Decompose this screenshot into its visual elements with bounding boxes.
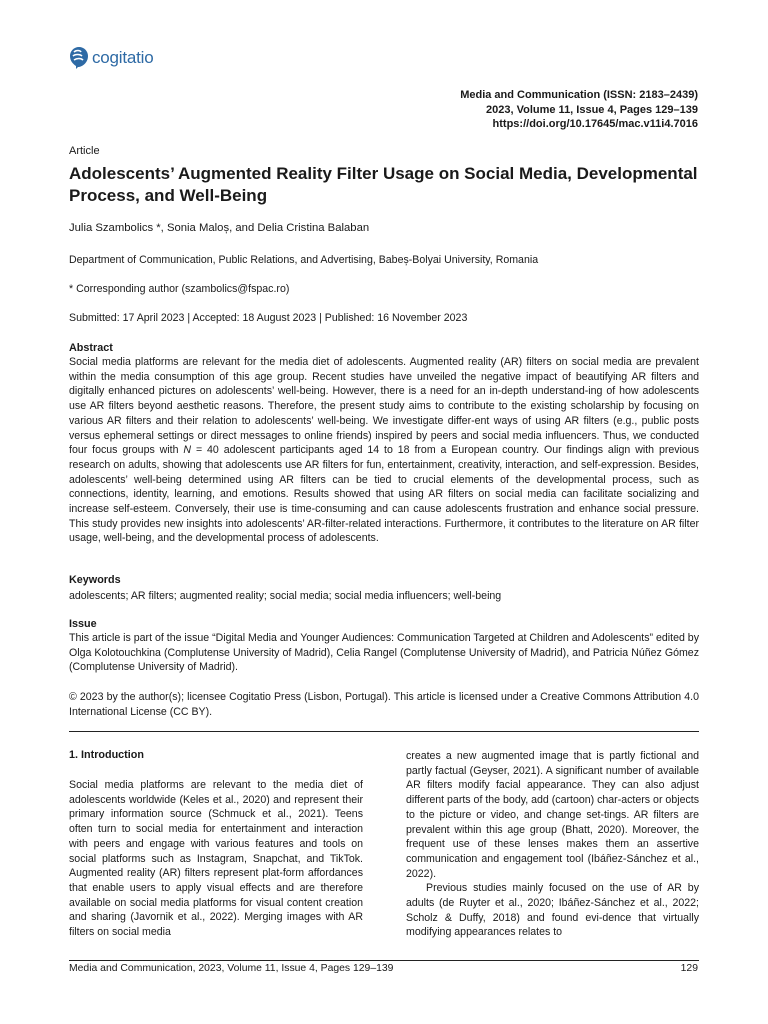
journal-info	[460, 88, 698, 132]
abstract-text	[69, 355, 699, 546]
journal-doi-link[interactable]: https://doi.org/10.17645/mac.v11i4.7016	[492, 118, 698, 130]
abstract-n-symbol: N	[183, 444, 192, 457]
page-number: 129	[680, 963, 698, 974]
introduction-right-column	[406, 749, 699, 940]
keywords-heading: Keywords	[69, 574, 121, 586]
footer-citation: Media and Communication, 2023, Volume 11, Issue 4, Pages 129–139	[69, 963, 394, 974]
journal-issn: Media and Communication (ISSN: 2183–2439)	[460, 89, 698, 101]
issue-text: This article is part of the issue “Digital Media and Younger Audiences: Communication Targeted at Children and Adolescents” edited by Olga Kolotouchkina (Complutense University of Madrid), Celia Rangel (Complutense University of Madrid), and Patricia Núñez Gómez (Complutense University of Madrid).	[69, 632, 699, 674]
intro-right-paragraph-1: creates a new augmented image that is partly fictional and partly factual (Geyser, 2021). A significant number of available AR filters modify facial appearance. They can also adjust different parts of the body, add (cartoon) char-acters or objects to the picture or video, and change set-tings. AR filters are prevalent within this age group (Bhatt, 2020). Moreover, the frequent use of these lenses makes them an assertive communication and engagement tool (Ibáñez-Sánchez et al., 2022).	[406, 750, 699, 880]
article-type: Article	[69, 145, 100, 157]
divider-bottom	[69, 960, 699, 961]
article-title: Adolescents’ Augmented Reality Filter Usage on Social Media, Developmental Process, and Well-Being	[69, 164, 698, 205]
divider-top	[69, 731, 699, 732]
logo-text: cogitatio	[92, 48, 154, 67]
publication-dates: Submitted: 17 April 2023 | Accepted: 18 August 2023 | Published: 16 November 2023	[69, 312, 468, 324]
abstract-text-part2: = 40 adolescent participants aged 14 to 18 from a European country. Our findings align with previous research on adults, showing that adolescents use AR filters for fun, entertainment, creativity, interaction, and self-expression. Besides, adolescents’ well-being determined using AR filters can be tied to crucial elements of the developmental process, such as connections, identity, learning, and emotions. Results showed that using AR filters on social media can facilitate socializing and increase self-esteem. Conversely, their use is time-consuming and can cause adolescents frustration and enhance social pressure. This study provides new insights into adolescents’ AR-filter-related interactions. Furthermore, it contributes to the literature on AR filter usage, well-being, and the developmental process of adolescents.	[69, 444, 699, 545]
journal-volume: 2023, Volume 11, Issue 4, Pages 129–139	[486, 103, 698, 116]
introduction-left-column: Social media platforms are relevant to the media diet of adolescents worldwide (Keles et al., 2020) and represent their primary information source (Schmuck et al., 2021). Teens often turn to social media for entertainment and interaction with peers and engage with various features and tools on social platforms such as Instagram, Snapchat, and TikTok. Augmented reality (AR) filters represent plat-form affordances that enable users to apply visual effects and are therefore available on social media platforms for visual content creation and sharing (Javornik et al., 2022). Merging images with AR filters on social media	[69, 779, 363, 939]
cogitatio-logo-icon	[68, 46, 90, 70]
issue-heading: Issue	[69, 618, 97, 630]
corresponding-author: * Corresponding author (szambolics@fspac.ro)	[69, 283, 290, 295]
affiliation: Department of Communication, Public Relations, and Advertising, Babeș-Bolyai University, Romania	[69, 254, 539, 266]
introduction-heading: 1. Introduction	[69, 749, 144, 761]
license-text: © 2023 by the author(s); licensee Cogitatio Press (Lisbon, Portugal). This article is licensed under a Creative Commons Attribution 4.0 International License (CC BY).	[69, 691, 699, 718]
abstract-text-part1: Social media platforms are relevant for the media diet of adolescents. Augmented reality (AR) filters on social media are prevalent within the media consumption of this age group. Recent studies have unveiled the negative impact of beautifying AR filters and digitally enhanced pictures on adolescents’ well-being. However, there is a need for an in-depth understand-ing of how adolescents use AR filters beyond aesthetic reasons. Therefore, the present study aims to contribute to the existing scholarship by focusing on various AR filters and their relation to adolescents’ well-being. We investigate differ-ent ways of using AR filters (e.g., public posts versus ephemeral settings or direct messages to online friends) inspired by peers and social media influencers. Thus, we conducted four focus groups with	[69, 356, 699, 457]
intro-right-paragraph-2: Previous studies mainly focused on the use of AR by adults (de Ruyter et al., 2020; Ibáñez-Sánchez et al., 2022; Scholz & Duffy, 2018) and found evi-dence that virtually modifying appearances relates to	[406, 882, 699, 939]
keywords-text: adolescents; AR filters; augmented reality; social media; social media influencers; well-being	[69, 590, 502, 602]
authors: Julia Szambolics *, Sonia Maloș, and Delia Cristina Balaban	[69, 222, 370, 234]
publisher-logo	[68, 44, 154, 72]
abstract-heading: Abstract	[69, 342, 113, 354]
